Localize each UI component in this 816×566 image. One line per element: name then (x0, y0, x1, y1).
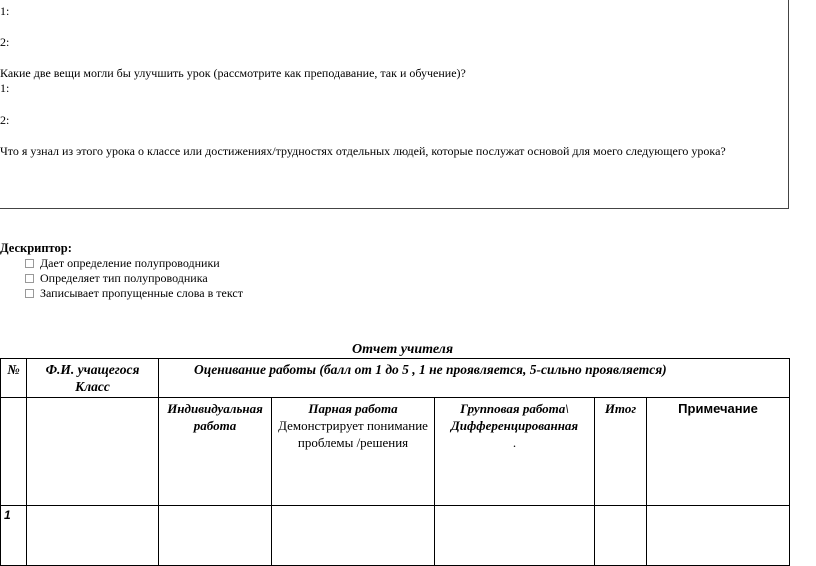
checkbox-icon (25, 259, 34, 268)
score-cell[interactable] (272, 506, 435, 566)
descriptor-item-text: Определяет тип полупроводника (40, 271, 208, 285)
answer-line-3: 1: (0, 81, 10, 95)
table-row (1, 506, 790, 566)
table-subheader-row (1, 398, 790, 506)
answer-line-4: 2: (0, 113, 10, 127)
checkbox-icon (25, 274, 34, 283)
reflection-box (0, 0, 789, 209)
individual-work-header: Индивидуальная работа (159, 398, 272, 506)
report-title: Отчет учителя (352, 342, 454, 357)
descriptor-item (25, 256, 220, 270)
number-header: № (1, 359, 27, 398)
descriptor-item (25, 286, 243, 300)
student-cell[interactable] (27, 506, 159, 566)
score-cell[interactable] (435, 506, 595, 566)
teacher-report-table (0, 358, 790, 566)
note-header: Примечание (647, 398, 790, 506)
note-cell[interactable] (647, 506, 790, 566)
descriptor-item-text: Записывает пропущенные слова в текст (40, 286, 243, 300)
row-number: 1 (1, 506, 27, 566)
descriptor-item (25, 271, 208, 285)
student-header: Ф.И. учащегося Класс (27, 359, 159, 398)
assessment-header: Оценивание работы (балл от 1 до 5 , 1 не проявляется, 5-сильно проявляется) (159, 359, 790, 398)
pair-work-title: Парная работа (308, 401, 398, 416)
question-what-learned: Что я узнал из этого урока о классе или достижениях/трудностях отдельных людей, которые послужат основой для моего следующего урока? (0, 144, 726, 158)
answer-line-2: 2: (0, 35, 10, 49)
checkbox-icon (25, 289, 34, 298)
descriptor-title: Дескриптор: (0, 241, 72, 255)
score-cell[interactable] (595, 506, 647, 566)
total-header: Итог (595, 398, 647, 506)
empty-cell (27, 398, 159, 506)
pair-work-header (272, 398, 435, 506)
answer-line-1: 1: (0, 4, 10, 18)
empty-cell (1, 398, 27, 506)
pair-work-description: Демонстрирует понимание проблемы /решения (278, 418, 428, 450)
descriptor-item-text: Дает определение полупроводники (40, 256, 220, 270)
question-improve-lesson: Какие две вещи могли бы улучшить урок (рассмотрите как преподавание, так и обучение)? (0, 66, 466, 80)
group-work-title: Групповая работа\ Дифференцированная (450, 401, 579, 433)
table-header-row (1, 359, 790, 398)
group-work-header (435, 398, 595, 506)
group-work-dot: . (512, 435, 517, 450)
score-cell[interactable] (159, 506, 272, 566)
